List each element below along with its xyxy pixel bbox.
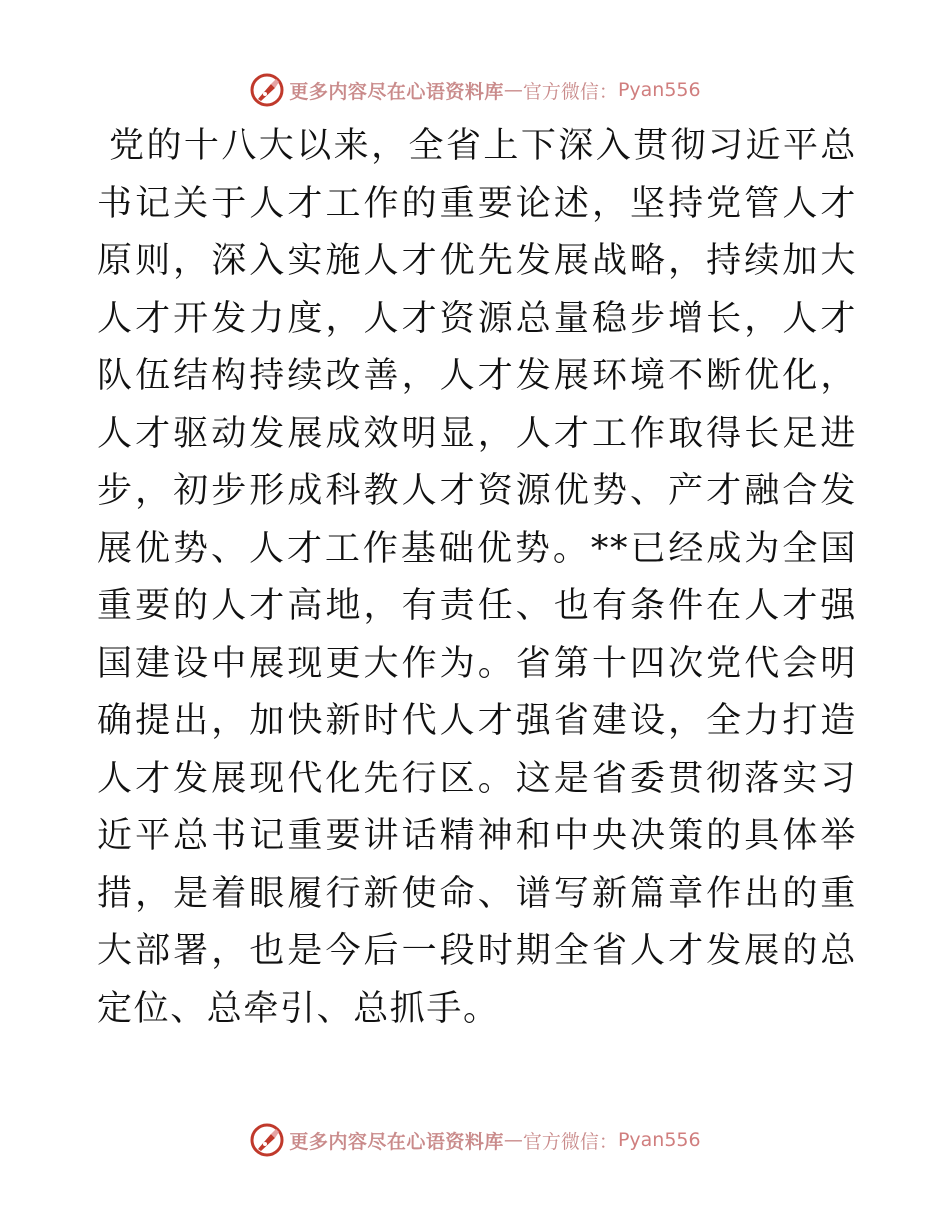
banner-wechat-id: Pyan556 [617, 1129, 701, 1151]
pen-nib-logo-icon [249, 72, 285, 108]
header-banner [0, 70, 950, 110]
document-body [97, 118, 857, 1038]
pen-nib-logo-icon [249, 1122, 285, 1158]
banner-wechat-id: Pyan556 [617, 79, 701, 101]
banner-wechat-label: 官方微信： [522, 80, 618, 103]
footer-banner [0, 1120, 950, 1160]
banner-separator: — [503, 79, 523, 101]
banner-main-text: 更多内容尽在心语资料库 [289, 1130, 504, 1153]
banner-separator: — [503, 1129, 523, 1151]
body-paragraph: 党的十八大以来，全省上下深入贯彻习近平总书记关于人才工作的重要论述，坚持党管人才原则，深入实施人才优先发展战略，持续加大人才开发力度，人才资源总量稳步增长，人才队伍结构持续改善，人才发展环境不断优化，人才驱动发展成效明显，人才工作取得长足进步，初步形成科教人才资源优势、产才融合发展优势、人才工作基础优势。**已经成为全国重要的人才高地，有责任、也有条件在人才强国建设中展现更大作为。省第十四次党代会明确提出，加快新时代人才强省建设，全力打造人才发展现代化先行区。这是省委贯彻落实习近平总书记重要讲话精神和中央决策的具体举措，是着眼履行新使命、谱写新篇章作出的重大部署，也是今后一段时期全省人才发展的总定位、总牵引、总抓手。 [97, 126, 857, 1029]
banner-main-text: 更多内容尽在心语资料库 [289, 80, 504, 103]
banner-wechat-label: 官方微信： [522, 1130, 618, 1153]
